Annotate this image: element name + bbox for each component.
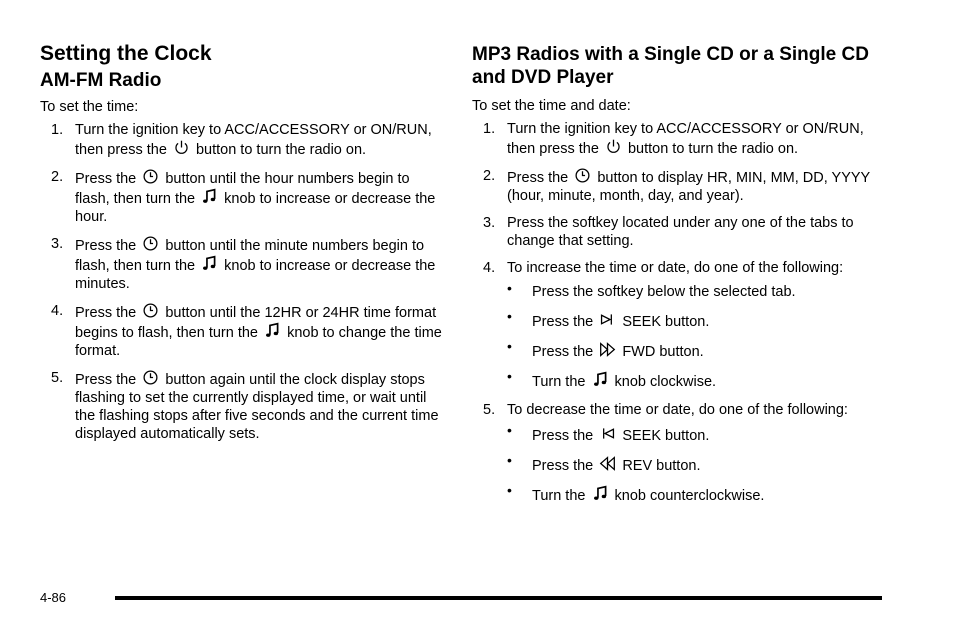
step-text: Press the bbox=[75, 171, 137, 187]
step-text: Press the bbox=[507, 170, 569, 186]
list-item bbox=[507, 452, 877, 475]
list-item bbox=[507, 482, 877, 505]
clock-icon bbox=[142, 235, 159, 252]
bullet-text: knob clockwise. bbox=[614, 374, 717, 390]
step-number: 2. bbox=[51, 169, 64, 185]
footer-divider bbox=[115, 596, 882, 600]
bullet-text: Turn the bbox=[532, 488, 586, 504]
steps-list bbox=[472, 120, 877, 505]
list-item bbox=[472, 120, 877, 158]
list-item bbox=[507, 280, 877, 301]
page-title: Setting the Clock bbox=[40, 42, 212, 65]
list-item bbox=[507, 308, 877, 331]
music-note-icon bbox=[201, 188, 218, 205]
bullet-text: Turn the bbox=[532, 374, 586, 390]
step-text: To decrease the time or date, do one of the following: bbox=[507, 402, 848, 418]
rewind-icon bbox=[599, 455, 616, 472]
left-column bbox=[40, 40, 445, 452]
bullet-text: Press the bbox=[532, 314, 594, 330]
step-text: knob to increase or decrease the minutes. bbox=[75, 258, 436, 292]
list-item bbox=[40, 235, 445, 293]
step-text: Press the bbox=[75, 305, 137, 321]
clock-icon bbox=[142, 369, 159, 386]
step-text: button to turn the radio on. bbox=[195, 142, 367, 158]
bullet-text: Press the softkey below the selected tab. bbox=[532, 284, 796, 300]
step-number: 4. bbox=[51, 303, 64, 319]
music-note-icon bbox=[592, 485, 609, 502]
step-number: 2. bbox=[483, 168, 496, 184]
section-subtitle: AM-FM Radio bbox=[40, 70, 162, 91]
step-number: 5. bbox=[483, 402, 496, 418]
list-item bbox=[40, 121, 445, 159]
list-item bbox=[472, 214, 877, 250]
step-text: knob to increase or decrease the hour. bbox=[75, 191, 436, 225]
bullet-text: Press the bbox=[532, 458, 594, 474]
power-icon bbox=[173, 139, 190, 156]
bullet-list bbox=[507, 280, 877, 391]
bullet-text: knob counterclockwise. bbox=[614, 488, 765, 504]
clock-icon bbox=[142, 302, 159, 319]
step-text: button to display HR, MIN, MM, DD, YYYY (hour, minute, month, day, and year). bbox=[507, 170, 870, 204]
list-item bbox=[507, 338, 877, 361]
bullet-mark: • bbox=[507, 422, 512, 438]
step-text: To increase the time or date, do one of the following: bbox=[507, 260, 844, 276]
music-note-icon bbox=[592, 371, 609, 388]
right-column bbox=[472, 40, 877, 515]
page-number: 4-86 bbox=[40, 590, 67, 605]
music-note-icon bbox=[264, 322, 281, 339]
step-text: button until the minute numbers begin to flash, then turn the bbox=[75, 238, 425, 274]
list-item bbox=[472, 259, 877, 391]
step-text: Press the bbox=[75, 372, 137, 388]
step-text: button to turn the radio on. bbox=[627, 141, 799, 157]
list-item bbox=[40, 168, 445, 226]
clock-icon bbox=[574, 167, 591, 184]
list-item bbox=[40, 369, 445, 443]
bullet-mark: • bbox=[507, 280, 512, 296]
intro-text: To set the time and date: bbox=[472, 98, 631, 114]
seek-back-icon bbox=[599, 425, 616, 442]
step-text: button until the 12HR or 24HR time format begins to flash, then turn the bbox=[75, 305, 437, 341]
list-item bbox=[40, 302, 445, 360]
bullet-text: Press the bbox=[532, 428, 594, 444]
bullet-mark: • bbox=[507, 368, 512, 384]
step-number: 1. bbox=[483, 121, 496, 137]
bullet-text: FWD button. bbox=[622, 344, 704, 360]
power-icon bbox=[605, 138, 622, 155]
step-text: button until the hour numbers begin to flash, then turn the bbox=[75, 171, 410, 207]
list-item bbox=[507, 368, 877, 391]
intro-text: To set the time: bbox=[40, 99, 139, 115]
bullet-text: SEEK button. bbox=[622, 314, 710, 330]
bullet-text: REV button. bbox=[622, 458, 701, 474]
step-text: button again until the clock display stops flashing to set the currently displayed time, or wait until the flashing stops after five seconds and the current time displayed automatically sets. bbox=[75, 372, 439, 442]
step-text: knob to change the time format. bbox=[75, 325, 442, 359]
step-number: 4. bbox=[483, 260, 496, 276]
bullet-mark: • bbox=[507, 308, 512, 324]
step-number: 1. bbox=[51, 122, 64, 138]
bullet-text: Press the bbox=[532, 344, 594, 360]
section-title: MP3 Radios with a Single CD or a Single CD and DVD Player bbox=[472, 44, 869, 88]
step-text: Press the softkey located under any one of the tabs to change that setting. bbox=[507, 215, 854, 249]
step-text: Turn the ignition key to ACC/ACCESSORY or ON/RUN, then press the bbox=[75, 122, 432, 158]
step-text: Press the bbox=[75, 238, 137, 254]
fast-forward-icon bbox=[599, 341, 616, 358]
list-item bbox=[472, 401, 877, 505]
clock-icon bbox=[142, 168, 159, 185]
bullet-text: SEEK button. bbox=[622, 428, 710, 444]
seek-forward-icon bbox=[599, 311, 616, 328]
step-text: Turn the ignition key to ACC/ACCESSORY or ON/RUN, then press the bbox=[507, 121, 864, 157]
step-number: 3. bbox=[51, 236, 64, 252]
bullet-mark: • bbox=[507, 338, 512, 354]
list-item bbox=[472, 167, 877, 205]
bullet-list bbox=[507, 422, 877, 505]
bullet-mark: • bbox=[507, 452, 512, 468]
step-number: 5. bbox=[51, 370, 64, 386]
list-item bbox=[507, 422, 877, 445]
step-number: 3. bbox=[483, 215, 496, 231]
music-note-icon bbox=[201, 255, 218, 272]
bullet-mark: • bbox=[507, 482, 512, 498]
steps-list bbox=[40, 121, 445, 443]
